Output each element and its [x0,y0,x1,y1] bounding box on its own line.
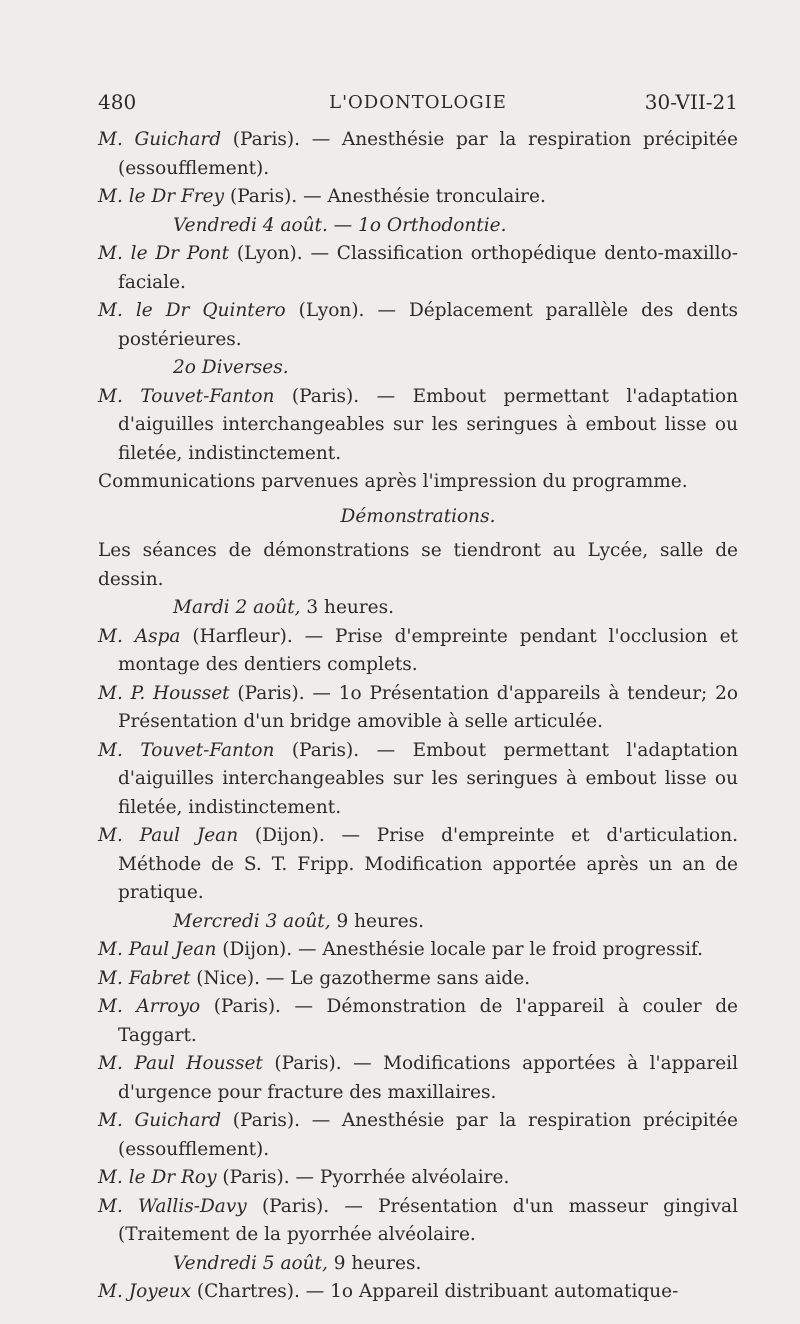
entry-guichard: M. Guichard (Paris). — Anesthésie par la respiration précipitée (essoufflement). [98,129,738,179]
section-diverses: 2o Diverses. [173,357,289,378]
page-header [98,90,738,116]
entry-frey: M. le Dr Frey (Paris). — Anesthésie tronculaire. [98,186,546,207]
entry-pont: M. le Dr Pont (Lyon). — Classification orthopédique dento-maxillo-faciale. [98,243,738,293]
entry-touvet-fanton-2: M. Touvet-Fanton (Paris). — Embout permettant l'adaptation d'aiguilles interchangeables sur les seringues à embout lisse ou filetée, indistinctement. [98,739,738,818]
entry-fabret: M. Fabret (Nice). — Le gazotherme sans aide. [98,967,531,989]
demonstrations-location: Les séances de démonstrations se tiendront au Lycée, salle de dessin. [98,540,738,590]
entry-joyeux: M. Joyeux (Chartres). — 1o Appareil distribuant automatique- [98,1281,679,1302]
session-heading-friday-5: Vendredi 5 août, 9 heures. [173,1252,422,1274]
entry-paul-jean-1: M. Paul Jean (Dijon). — Prise d'empreinte et d'articulation. Méthode de S. T. Fripp. Modification apportée après un an de pratique. [98,825,738,903]
section-demonstrations: Démonstrations. [340,505,496,527]
entry-touvet-fanton-1: M. Touvet-Fanton (Paris). — Embout permettant l'adaptation d'aiguilles interchangeables sur les seringues à embout lisse ou filetée, indistinctement. [98,385,738,464]
running-title: L'ODONTOLOGIE [329,92,507,113]
entry-arroyo: M. Arroyo (Paris). — Démonstration de l'appareil à couler de Taggart. [98,996,738,1046]
entry-paul-jean-2: M. Paul Jean (Dijon). — Anesthésie locale par le froid progressif. [98,939,704,960]
page-body [98,126,738,1307]
entry-aspa: M. Aspa (Harfleur). — Prise d'empreinte pendant l'occlusion et montage des dentiers complets. [98,625,738,675]
page-number: 480 [98,90,137,114]
entry-wallis-davy: M. Wallis-Davy (Paris). — Présentation d'un masseur gingival (Traitement de la pyorrhée alvéolaire. [98,1195,738,1245]
entry-roy: M. le Dr Roy (Paris). — Pyorrhée alvéolaire. [98,1167,510,1188]
session-heading-tuesday-2: Mardi 2 août, 3 heures. [173,597,394,618]
session-heading-wednesday-3: Mercredi 3 août, 9 heures. [173,910,425,932]
entry-quintero: M. le Dr Quintero (Lyon). — Déplacement parallèle des dents postérieures. [98,300,738,350]
communications-note: Communications parvenues après l'impression du programme. [98,471,688,492]
entry-guichard-2: M. Guichard (Paris). — Anesthésie par la respiration précipitée (essoufflement). [98,1110,738,1160]
issue-date: 30-VII-21 [644,90,738,114]
entry-paul-housset: M. Paul Housset (Paris). — Modifications apportées à l'appareil d'urgence pour fracture des maxillaires. [98,1053,739,1103]
session-heading-friday-4: Vendredi 4 août. — 1o Orthodontie. [173,214,507,236]
entry-p-housset: M. P. Housset (Paris). — 1o Présentation d'appareils à tendeur; 2o Présentation d'un bridge amovible à selle articulée. [98,682,738,732]
